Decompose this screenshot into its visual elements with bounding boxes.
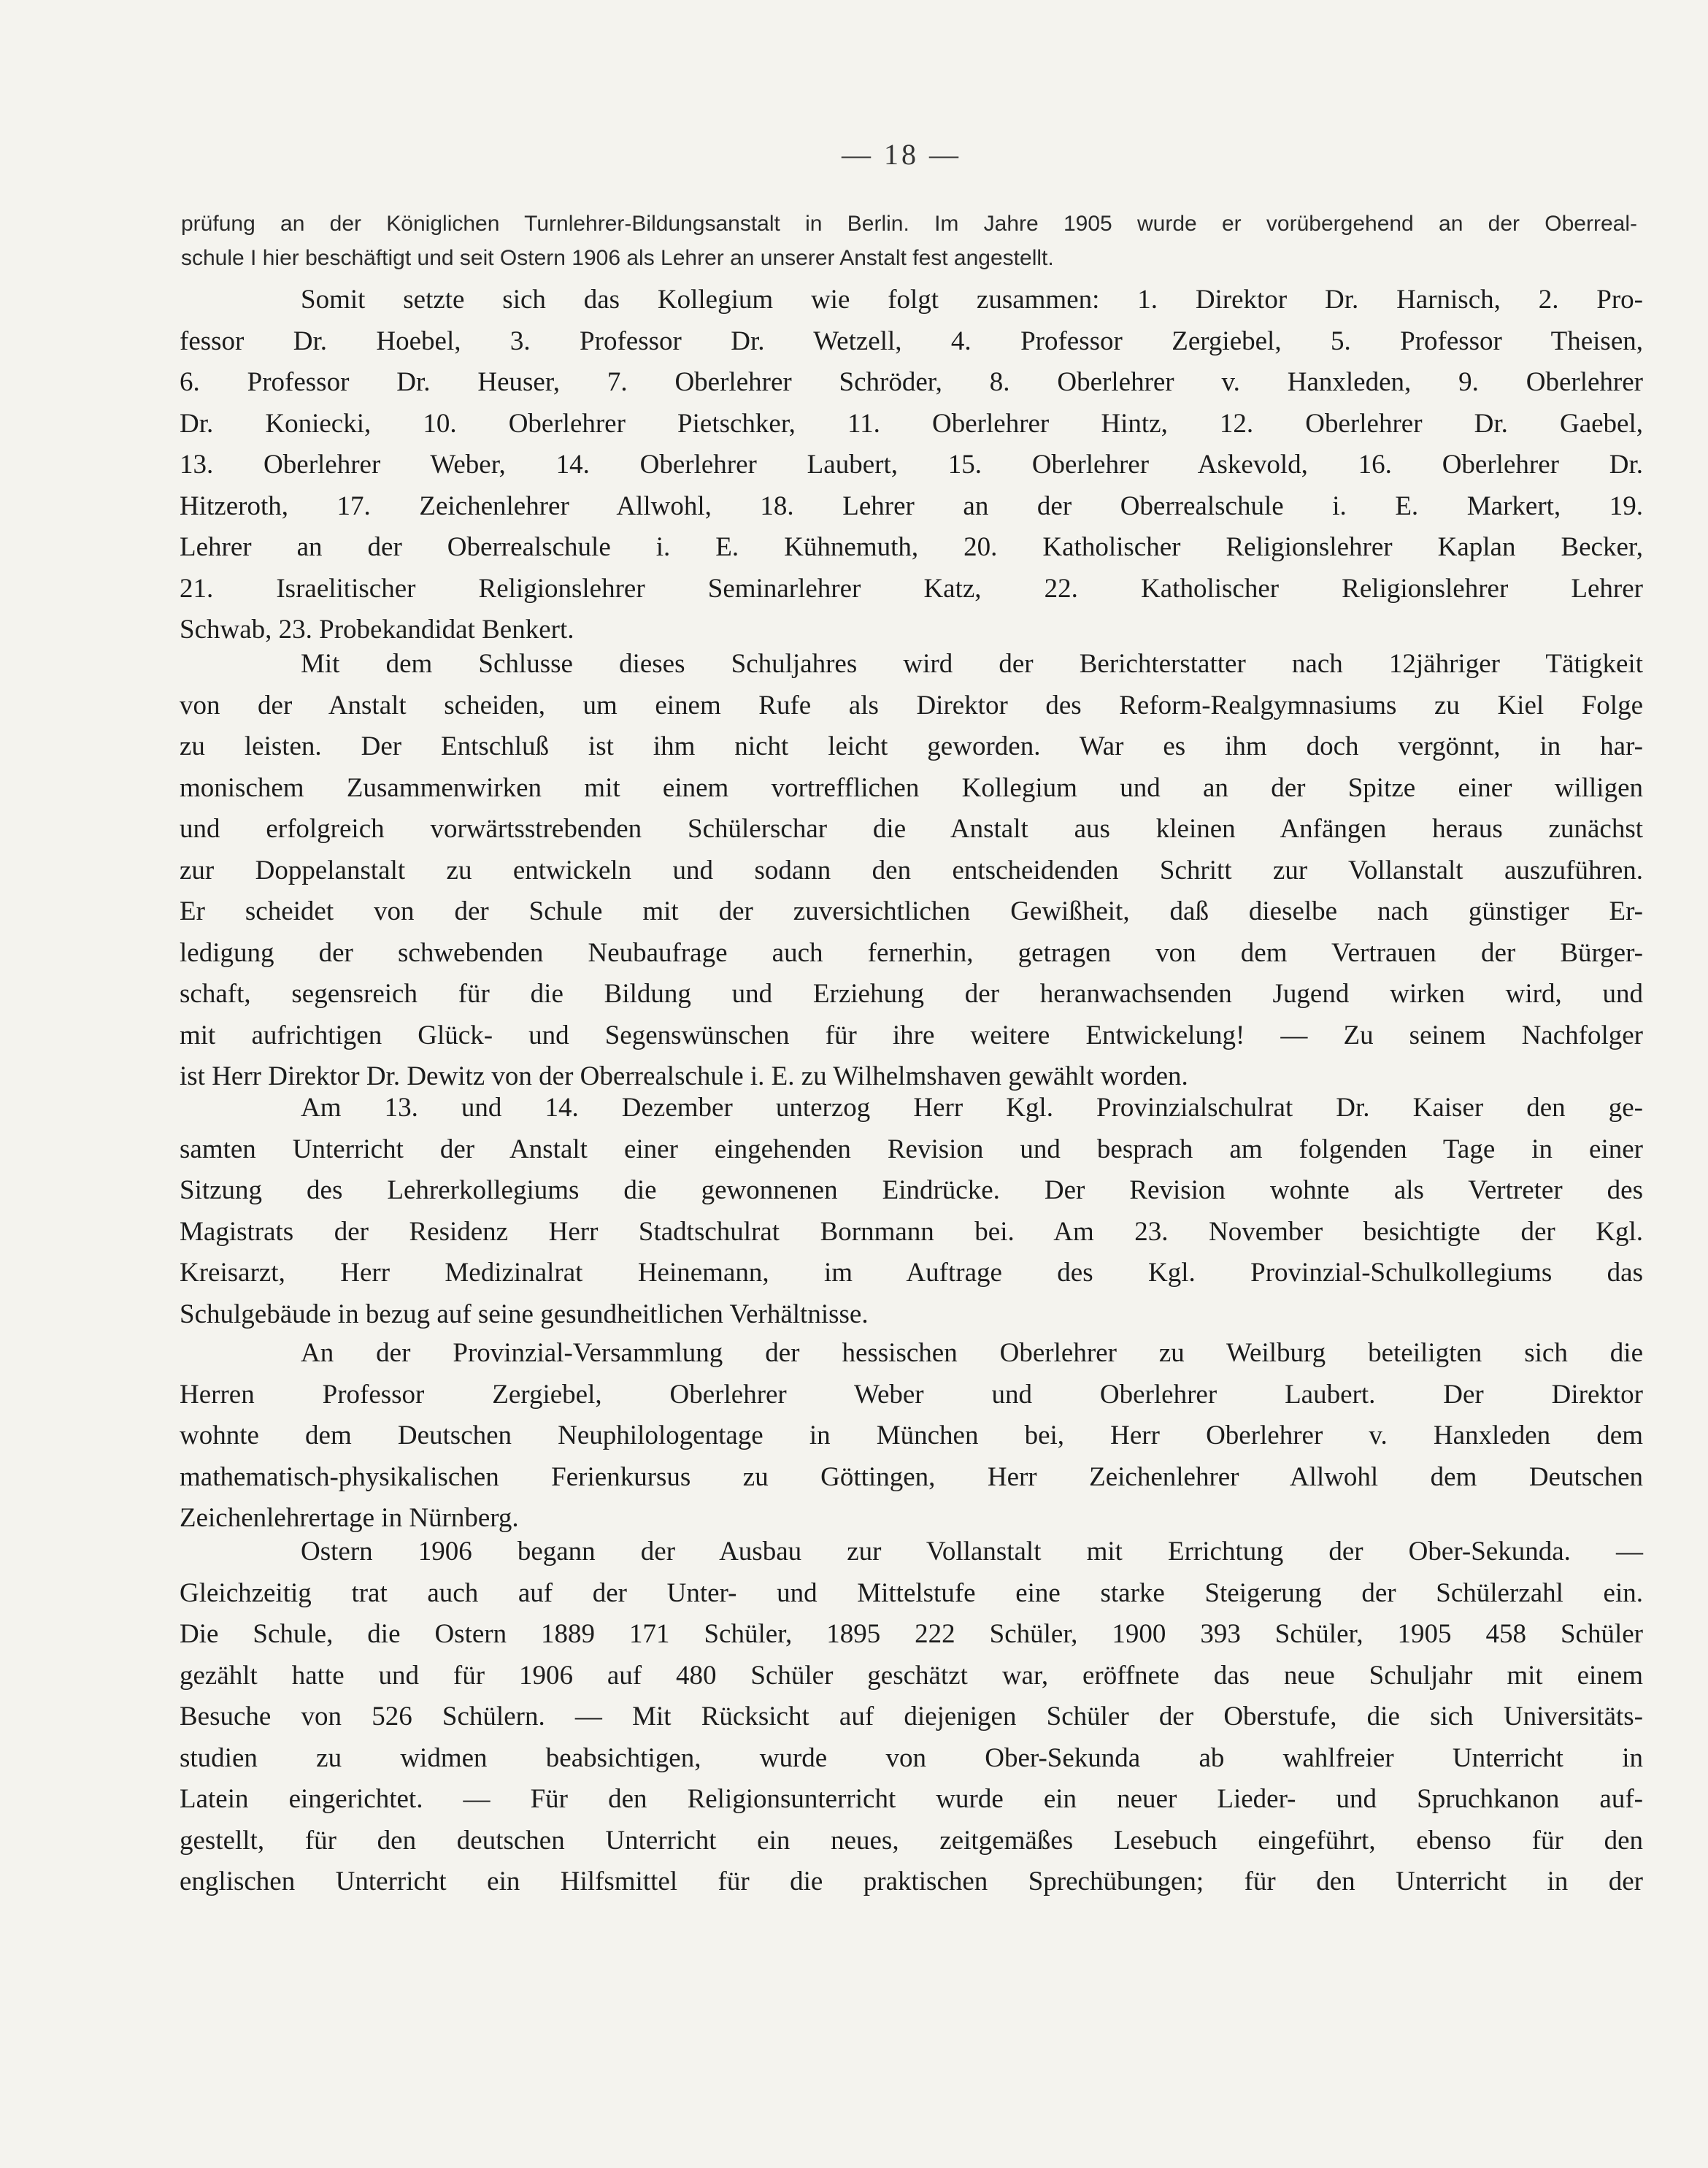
text-line: zu leisten. Der Entschluß ist ihm nicht leicht geworden. War es ihm doch vergönnt, in har- <box>180 731 1643 761</box>
text-line: monischem Zusammenwirken mit einem vortrefflichen Kollegium und an der Spitze einer willigen <box>180 772 1643 803</box>
text-line: Sitzung des Lehrerkollegiums die gewonnenen Eindrücke. Der Revision wohnte als Vertreter des <box>180 1175 1643 1205</box>
text-line: Ostern 1906 begann der Ausbau zur Vollanstalt mit Errichtung der Ober-Sekunda. — <box>301 1537 1643 1567</box>
abschied-paragraph <box>180 644 1643 1098</box>
text-line: Herren Professor Zergiebel, Oberlehrer Weber und Oberlehrer Laubert. Der Direktor <box>180 1379 1643 1410</box>
text-line: mathematisch-physikalischen Ferienkursus zu Göttingen, Herr Zeichenlehrer Allwohl dem Deutschen <box>180 1461 1643 1492</box>
revision-paragraph <box>180 1088 1643 1335</box>
text-line: von der Anstalt scheiden, um einem Rufe als Direktor des Reform-Realgymnasiums zu Kiel Folge <box>180 690 1643 720</box>
text-line: schaft, segensreich für die Bildung und Erziehung der heranwachsenden Jugend wirken wird, und <box>180 979 1643 1009</box>
ausbau-paragraph <box>180 1531 1643 1903</box>
text-line: Kreisarzt, Herr Medizinalrat Heinemann, im Auftrage des Kgl. Provinzial-Schulkollegiums das <box>180 1258 1643 1288</box>
text-line: Zeichenlehrertage in Nürnberg. <box>180 1503 519 1533</box>
text-line: Schulgebäude in bezug auf seine gesundheitlichen Verhältnisse. <box>180 1299 869 1329</box>
text-line: 13. Oberlehrer Weber, 14. Oberlehrer Laubert, 15. Oberlehrer Askevold, 16. Oberlehrer Dr. <box>180 450 1643 480</box>
text-line: Magistrats der Residenz Herr Stadtschulrat Bornmann bei. Am 23. November besichtigte der Kgl. <box>180 1216 1643 1247</box>
text-line: Lehrer an der Oberrealschule i. E. Kühnemuth, 20. Katholischer Religionslehrer Kaplan Becker, <box>180 532 1643 562</box>
text-line: schule I hier beschäftigt und seit Ostern 1906 als Lehrer an unserer Anstalt fest angestellt. <box>181 246 1054 270</box>
intro-paragraph <box>181 207 1637 275</box>
text-line: ledigung der schwebenden Neubaufrage auch fernerhin, getragen von dem Vertrauen der Bürger- <box>180 937 1643 968</box>
text-line: gestellt, für den deutschen Unterricht ein neues, zeitgemäßes Lesebuch eingeführt, ebenso für den <box>180 1825 1643 1856</box>
text-line: Er scheidet von der Schule mit der zuversichtlichen Gewißheit, daß dieselbe nach günstiger Er- <box>180 896 1643 926</box>
text-line: Schwab, 23. Probekandidat Benkert. <box>180 615 574 645</box>
text-line: mit aufrichtigen Glück- und Segenswünschen für ihre weitere Entwickelung! — Zu seinem Nachfolger <box>180 1020 1643 1050</box>
text-line: 21. Israelitischer Religionslehrer Seminarlehrer Katz, 22. Katholischer Religionslehrer Lehrer <box>180 573 1643 604</box>
text-line: englischen Unterricht ein Hilfsmittel für die praktischen Sprechübungen; für den Unterricht in der <box>180 1867 1643 1896</box>
text-line: Hitzeroth, 17. Zeichenlehrer Allwohl, 18. Lehrer an der Oberrealschule i. E. Markert, 19. <box>180 491 1643 521</box>
text-line: fessor Dr. Hoebel, 3. Professor Dr. Wetzell, 4. Professor Zergiebel, 5. Professor Theisen, <box>180 326 1643 356</box>
text-line: An der Provinzial-Versammlung der hessischen Oberlehrer zu Weilburg beteiligten sich die <box>301 1338 1643 1368</box>
text-line: Gleichzeitig trat auch auf der Unter- und Mittelstufe eine starke Steigerung der Schülerzahl ein. <box>180 1577 1643 1608</box>
text-line: Besuche von 526 Schülern. — Mit Rücksicht auf diejenigen Schüler der Oberstufe, die sich Universitäts- <box>180 1702 1643 1731</box>
text-line: ist Herr Direktor Dr. Dewitz von der Oberrealschule i. E. zu Wilhelmshaven gewählt worden. <box>180 1061 1188 1091</box>
kollegium-paragraph <box>180 280 1643 651</box>
text-line: Somit setzte sich das Kollegium wie folgt zusammen: 1. Direktor Dr. Harnisch, 2. Pro- <box>301 285 1643 315</box>
text-line: zur Doppelanstalt zu entwickeln und sodann den entscheidenden Schritt zur Vollanstalt auszuführen. <box>180 855 1643 885</box>
text-line: wohnte dem Deutschen Neuphilologentage in München bei, Herr Oberlehrer v. Hanxleden dem <box>180 1421 1643 1450</box>
text-line: Mit dem Schlusse dieses Schuljahres wird der Berichterstatter nach 12jähriger Tätigkeit <box>301 649 1643 679</box>
text-line: prüfung an der Königlichen Turnlehrer-Bildungsanstalt in Berlin. Im Jahre 1905 wurde er vorübergehend an der Oberreal- <box>181 212 1637 236</box>
text-line: Dr. Koniecki, 10. Oberlehrer Pietschker, 11. Oberlehrer Hintz, 12. Oberlehrer Dr. Gaebel, <box>180 408 1643 439</box>
versammlung-paragraph <box>180 1333 1643 1539</box>
text-line: samten Unterricht der Anstalt einer eingehenden Revision und besprach am folgenden Tage in einer <box>180 1134 1643 1164</box>
page-number: — 18 — <box>842 138 961 171</box>
text-line: studien zu widmen beabsichtigen, wurde von Ober-Sekunda ab wahlfreier Unterricht in <box>180 1742 1643 1773</box>
text-line: 6. Professor Dr. Heuser, 7. Oberlehrer Schröder, 8. Oberlehrer v. Hanxleden, 9. Oberlehrer <box>180 367 1643 397</box>
text-line: gezählt hatte und für 1906 auf 480 Schüler geschätzt war, eröffnete das neue Schuljahr mit einem <box>180 1660 1643 1691</box>
text-line: und erfolgreich vorwärtsstrebenden Schülerschar die Anstalt aus kleinen Anfängen heraus zunächst <box>180 814 1643 844</box>
text-line: Die Schule, die Ostern 1889 171 Schüler, 1895 222 Schüler, 1900 393 Schüler, 1905 458 Schüler <box>180 1619 1643 1649</box>
text-line: Latein eingerichtet. — Für den Religionsunterricht wurde ein neuer Lieder- und Spruchkanon auf- <box>180 1784 1643 1814</box>
text-line: Am 13. und 14. Dezember unterzog Herr Kgl. Provinzialschulrat Dr. Kaiser den ge- <box>301 1093 1643 1123</box>
